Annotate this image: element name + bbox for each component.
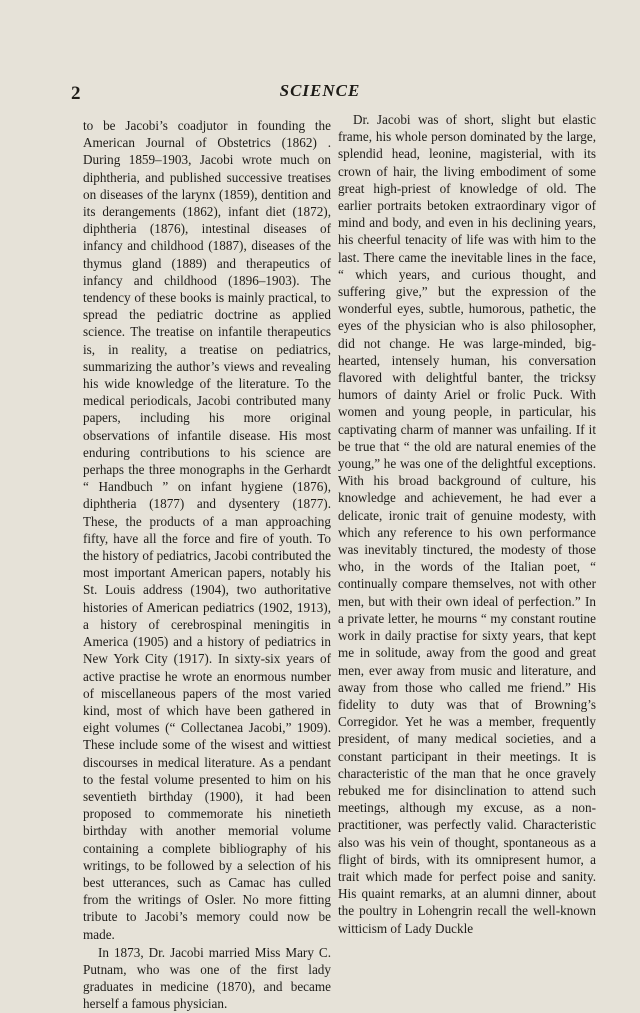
- body-paragraph: In 1873, Dr. Jacobi married Miss Mary C. Putnam, who was one of the first lady graduates in medicine (1870), and became herself a famous physician.: [83, 944, 331, 1012]
- left-column: [83, 117, 331, 1013]
- page-number: 2: [71, 83, 81, 104]
- body-paragraph: Dr. Jacobi was of short, slight but elastic frame, his whole person dominated by the large, splendid head, leonine, magisterial, with its crown of hair, the living embodiment of some great high-priest of knowledge of old. The earlier portraits betoken extraordinary vigor of mind and body, and even in his declining years, his cheerful tenacity of life was with him to the last. There came the inevitable lines in the face, “ which years, and curious thought, and suffering give,” but the expression of the wonderful eyes, subtle, humorous, pathetic, the eyes of the physician who is also philosopher, did not change. He was large-minded, big-hearted, intensely human, his conversation flavored with delightful banter, the tricksy humors of dainty Ariel or frolic Puck. With women and young people, in particular, his captivating charm of manner was unfailing. If it be true that “ the old are natural enemies of the young,” he was one of the delightful exceptions. With his broad background of culture, his knowledge and achievement, he had ever a delicate, ironic trait of genuine modesty, with which any reference to his own performance was inevitably tinctured, the modesty of those who, in the words of the Italian poet, “ continually compare themselves, not with other men, but with their own ideal of perfection.” In a private letter, he mourns “ my constant routine work in daily practise for sixty years, that kept me in solitude, away from the good and great men, ever away from music and literature, and away from those who called me friend.” His fidelity to duty was that of Browning’s Corregidor. Yet he was a member, frequently president, of many medical societies, and a constant participant in their meetings. It is characteristic of the man that he once gravely rebuked me for disinclination to attend such meetings, although my excuse, as a non-practitioner, was perfectly valid. Characteristic also was his vein of thought, spontaneous as a flight of birds, with its omnipresent humor, a trait which made for perfect poise and sanity. His quaint remarks, at an alumni dinner, about the poultry in Lohengrin recall the well-known witticism of Lady Duckle: [338, 112, 596, 936]
- body-paragraph: to be Jacobi’s coadjutor in founding the American Journal of Obstetrics (1862) . During 1859–1903, Jacobi wrote much on diphtheria, and published successive treatises on diseases of the larynx (1859), dentition and its derangements (1862), infant diet (1872), diphtheria (1876), intestinal diseases of infancy and childhood (1887), diseases of the thymus gland (1889) and therapeutics of infancy and childhood (1896–1903). The tendency of these books is mainly practical, to spread the pediatric doctrine as applied science. The treatise on infantile therapeutics is, in reality, a treatise on pediatrics, summarizing the author’s views and revealing his wide knowledge of the literature. To the medical periodicals, Jacobi contributed many papers, including his more original observations of infantile disease. His most enduring contributions to his science are perhaps the three monographs in the Gerhardt “ Handbuch ” on infant hygiene (1876), diphtheria (1877) and dysentery (1877). These, the products of a man approaching fifty, have all the force and fire of youth. To the history of pediatrics, Jacobi contributed the most important American papers, notably his St. Louis address (1904), two authoritative histories of American pediatrics (1902, 1913), a history of cerebrospinal meningitis in America (1905) and a history of pediatrics in New York City (1917). In sixty-six years of active practise he wrote an enormous number of miscellaneous papers of the most varied kind, most of which have been gathered in eight volumes (“ Collectanea Jacobi,” 1909). These include some of the wisest and wittiest discourses in medical literature. As a pendant to the festal volume presented to him on his seventieth birthday (1900), it had been proposed to commemorate his ninetieth birthday with another memorial volume containing a complete bibliography of his writings, to be followed by a selection of his best utterances, such as Camac has culled from the writings of Osler. No more fitting tribute to Jacobi’s memory could now be made.: [83, 118, 331, 942]
- right-column: [338, 111, 596, 937]
- running-title: SCIENCE: [279, 81, 361, 100]
